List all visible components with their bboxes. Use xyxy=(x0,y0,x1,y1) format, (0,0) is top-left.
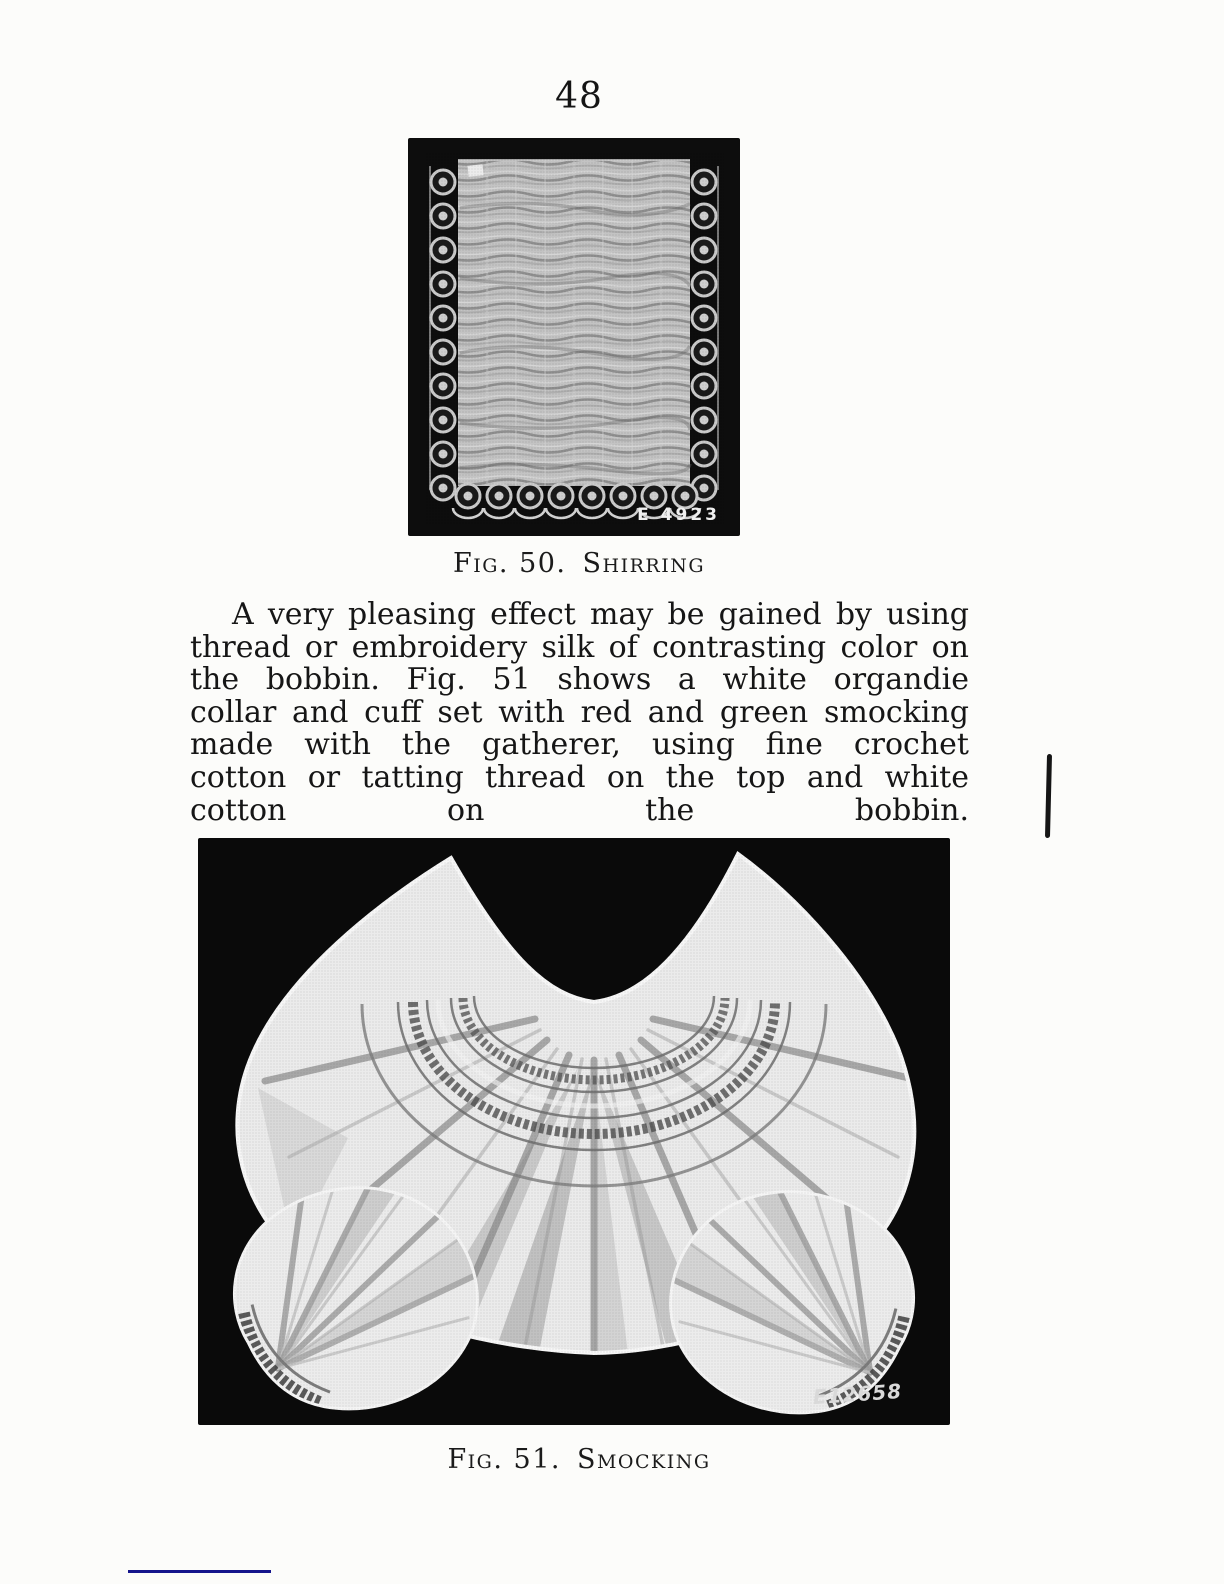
figure-50-caption-title: Shirring xyxy=(582,548,706,579)
figure-51-caption-prefix: Fig. 51. xyxy=(447,1444,561,1475)
page-number: 48 xyxy=(555,76,603,117)
shirring-photo-illustration xyxy=(408,138,740,536)
halftone-overlay xyxy=(198,838,950,1425)
blue-line-artifact xyxy=(128,1570,271,1573)
photo-catalog-label: E 4923 xyxy=(637,505,720,525)
body-paragraph: A very pleasing effect may be gained by using thread or embroidery silk of contrasting color on the bobbin. Fig. 51 shows a white organdie collar and cuff set with red and green smocking made with the gatherer, using fine crochet cotton or tatting thread on the top and white cotton on the bobbin. xyxy=(190,597,969,828)
smocking-photo-illustration xyxy=(198,838,950,1425)
figure-50-caption-prefix: Fig. 50. xyxy=(452,548,567,579)
figure-50-caption xyxy=(190,548,968,579)
figure-51-smocking-photo xyxy=(198,838,950,1425)
figure-50-shirring-photo xyxy=(408,138,740,536)
figure-51-caption xyxy=(190,1444,968,1475)
photo-catalog-label: E12658 xyxy=(812,1378,903,1410)
ink-mark-artifact xyxy=(1045,754,1052,838)
halftone-overlay xyxy=(426,152,724,524)
figure-51-caption-title: Smocking xyxy=(576,1444,711,1475)
